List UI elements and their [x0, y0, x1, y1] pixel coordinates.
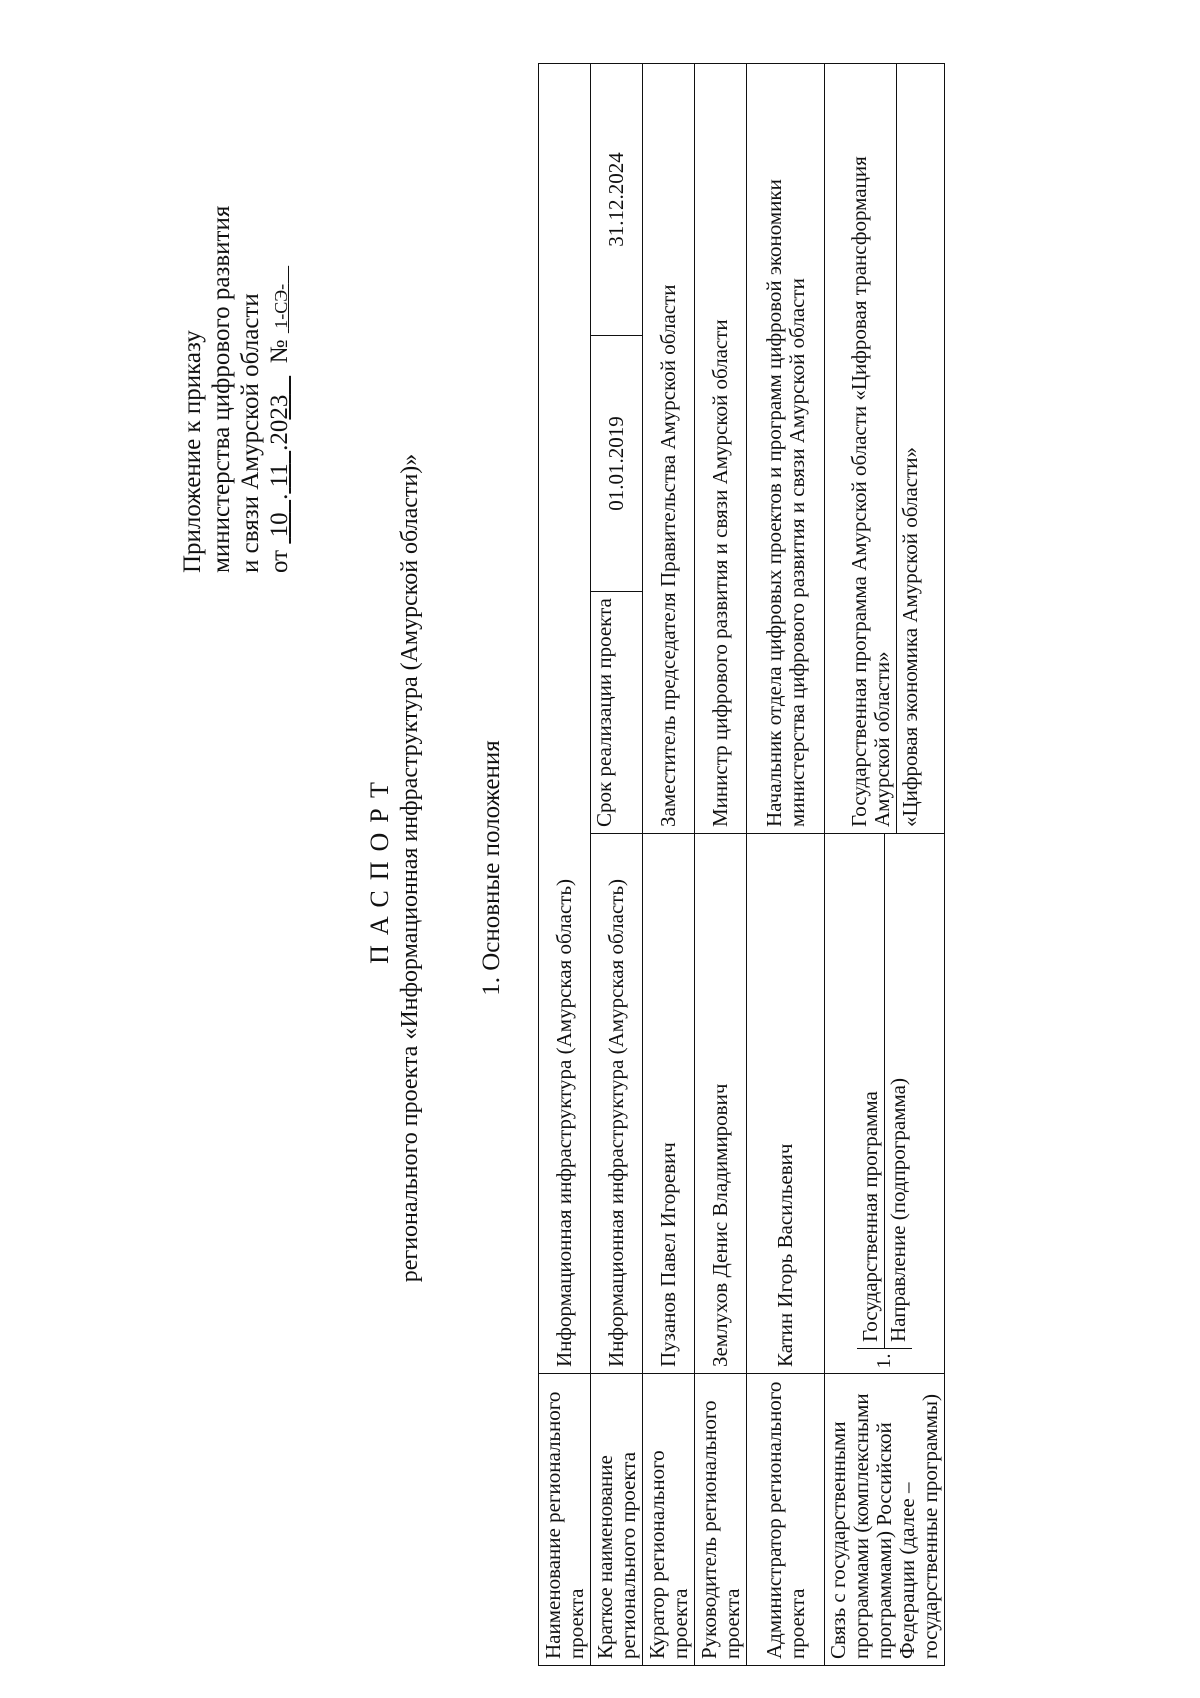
term-end: 31.12.2024: [591, 63, 643, 335]
document-title: [365, 218, 425, 1518]
title-main: ПАСПОРТ: [365, 772, 394, 964]
term-label: Срок реализации проекта: [591, 592, 643, 834]
cell-position: Министр цифрового развития и связи Амурской области: [695, 63, 747, 833]
date-prefix: от: [266, 549, 293, 573]
approval-line-2: министерства цифрового развития: [208, 205, 235, 573]
cell-label: Куратор регионального проекта: [643, 1374, 695, 1666]
cell-value: Катин Игорь Васильевич: [747, 834, 825, 1374]
program-number: 1.: [857, 1348, 912, 1373]
approval-line-3: и связи Амурской области: [237, 293, 264, 573]
cell-label: Администратор регионального проекта: [747, 1374, 825, 1666]
table-row: [591, 63, 643, 1665]
date-day: 10: [266, 512, 293, 538]
cell-label: Руководитель регионального проекта: [695, 1374, 747, 1666]
title-subtitle: регионального проекта «Информационная инфраструктура (Амурской области)»: [397, 453, 423, 1283]
table-row: [539, 63, 591, 1665]
number-label: №: [266, 339, 293, 364]
table-row: [825, 63, 945, 1665]
cell-value: Землухов Денис Владимирович: [695, 834, 747, 1374]
program-type-value: Государственная программа Амурской области «Цифровая трансформация Амурской области»: [846, 64, 897, 833]
cell-value: Информационная инфраструктура (Амурская область): [591, 834, 643, 1374]
cell-label: Наименование регионального проекта: [539, 1374, 591, 1666]
cell-label: Связь с государственными программами (комплексными программами) Российской Федерации (далее – государственные программы): [825, 1374, 945, 1666]
section-title: 1. Основные положения: [478, 740, 505, 996]
program-direction-label: Направление (подпрограмма): [886, 1078, 910, 1342]
date-year-suffix: 23: [266, 394, 293, 420]
approval-line-1: Приложение к приказу: [179, 330, 206, 573]
approval-date-line: от 10 . 11 .2023 № 1-СЭ-: [266, 283, 293, 573]
date-month: 11: [266, 463, 293, 488]
programs-subtable: [825, 834, 945, 1374]
table-row: [643, 63, 695, 1665]
table-row: [695, 63, 747, 1665]
programs-values: [825, 63, 945, 833]
cell-position: Заместитель председателя Правительства Амурской области: [643, 63, 695, 833]
order-number: 1-СЭ-: [271, 283, 291, 329]
passport-table: [538, 63, 945, 1666]
program-type-label: Государственная программа: [857, 834, 885, 1348]
term-start: 01.01.2019: [591, 336, 643, 592]
approval-stamp: [178, 53, 296, 573]
cell-value: Информационная инфраструктура (Амурская область): [539, 63, 591, 1373]
cell-label: Краткое наименование регионального проекта: [591, 1374, 643, 1666]
cell-position: Начальник отдела цифровых проектов и программ цифровой экономики министерства цифрового развития и связи Амурской области: [747, 63, 825, 833]
cell-value: Пузанов Павел Игоревич: [643, 834, 695, 1374]
program-direction-value: «Цифровая экономика Амурской области»: [897, 447, 922, 827]
table-row: [747, 63, 825, 1665]
date-year-prefix: 20: [266, 419, 293, 445]
